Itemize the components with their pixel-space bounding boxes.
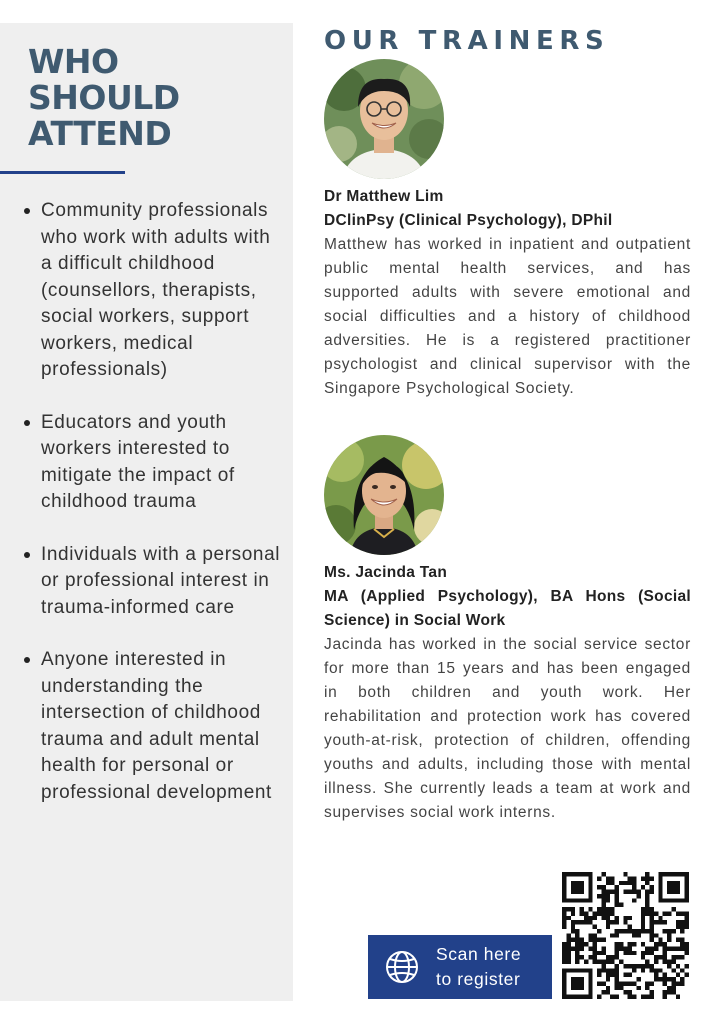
trainer-credentials: MA (Applied Psychology), BA Hons (Social Science) in Social Work: [324, 588, 691, 629]
attendee-item: Educators and youth workers interested to mitigate the impact of childhood trauma: [24, 410, 286, 516]
trainer-jacinda: [324, 561, 691, 825]
heading-line: SHOULD: [28, 78, 180, 117]
our-trainers-heading: OUR TRAINERS: [324, 26, 610, 56]
heading-divider: [0, 171, 125, 174]
scan-to-register-button[interactable]: [368, 935, 552, 999]
attendee-item: Community professionals who work with adults with a difficult childhood (counsellors, therapists, social workers, support workers, medical professionals): [24, 198, 286, 384]
scan-label-line: to register: [436, 968, 521, 989]
trainer-photo-matthew: [324, 59, 444, 179]
attendee-item: Anyone interested in understanding the intersection of childhood trauma and adult mental health for personal or professional development: [24, 647, 286, 806]
trainer-name: Ms. Jacinda Tan: [324, 564, 448, 581]
heading-line: WHO: [28, 42, 119, 81]
attendee-list: [24, 198, 286, 806]
globe-icon: [384, 949, 420, 985]
trainer-bio: Jacinda has worked in the social service sector for more than 15 years and has been engaged in both children and youth work. Her rehabilitation and protection work has covered youth-at-risk, protection of children, offending youths and adults, including those with mental illness. She currently leads a team at work and supervises social work interns.: [324, 636, 691, 821]
who-should-attend-heading: [28, 44, 180, 152]
trainer-matthew: [324, 185, 691, 401]
trainer-photo-jacinda: [324, 435, 444, 555]
attendee-item: Individuals with a personal or professional interest in trauma-informed care: [24, 542, 286, 622]
heading-line: ATTEND: [28, 114, 172, 153]
scan-label: [436, 942, 536, 991]
registration-qr-code[interactable]: [562, 872, 689, 999]
trainer-name: Dr Matthew Lim: [324, 188, 444, 205]
trainer-bio: Matthew has worked in inpatient and outpatient public mental health services, and has supported adults with severe emotional and social difficulties and a history of childhood adversities. He is a registered practitioner psychologist and clinical supervisor with the Singapore Psychological Society.: [324, 236, 691, 397]
trainer-credentials: DClinPsy (Clinical Psychology), DPhil: [324, 212, 613, 229]
scan-label-line: Scan here: [436, 944, 522, 964]
